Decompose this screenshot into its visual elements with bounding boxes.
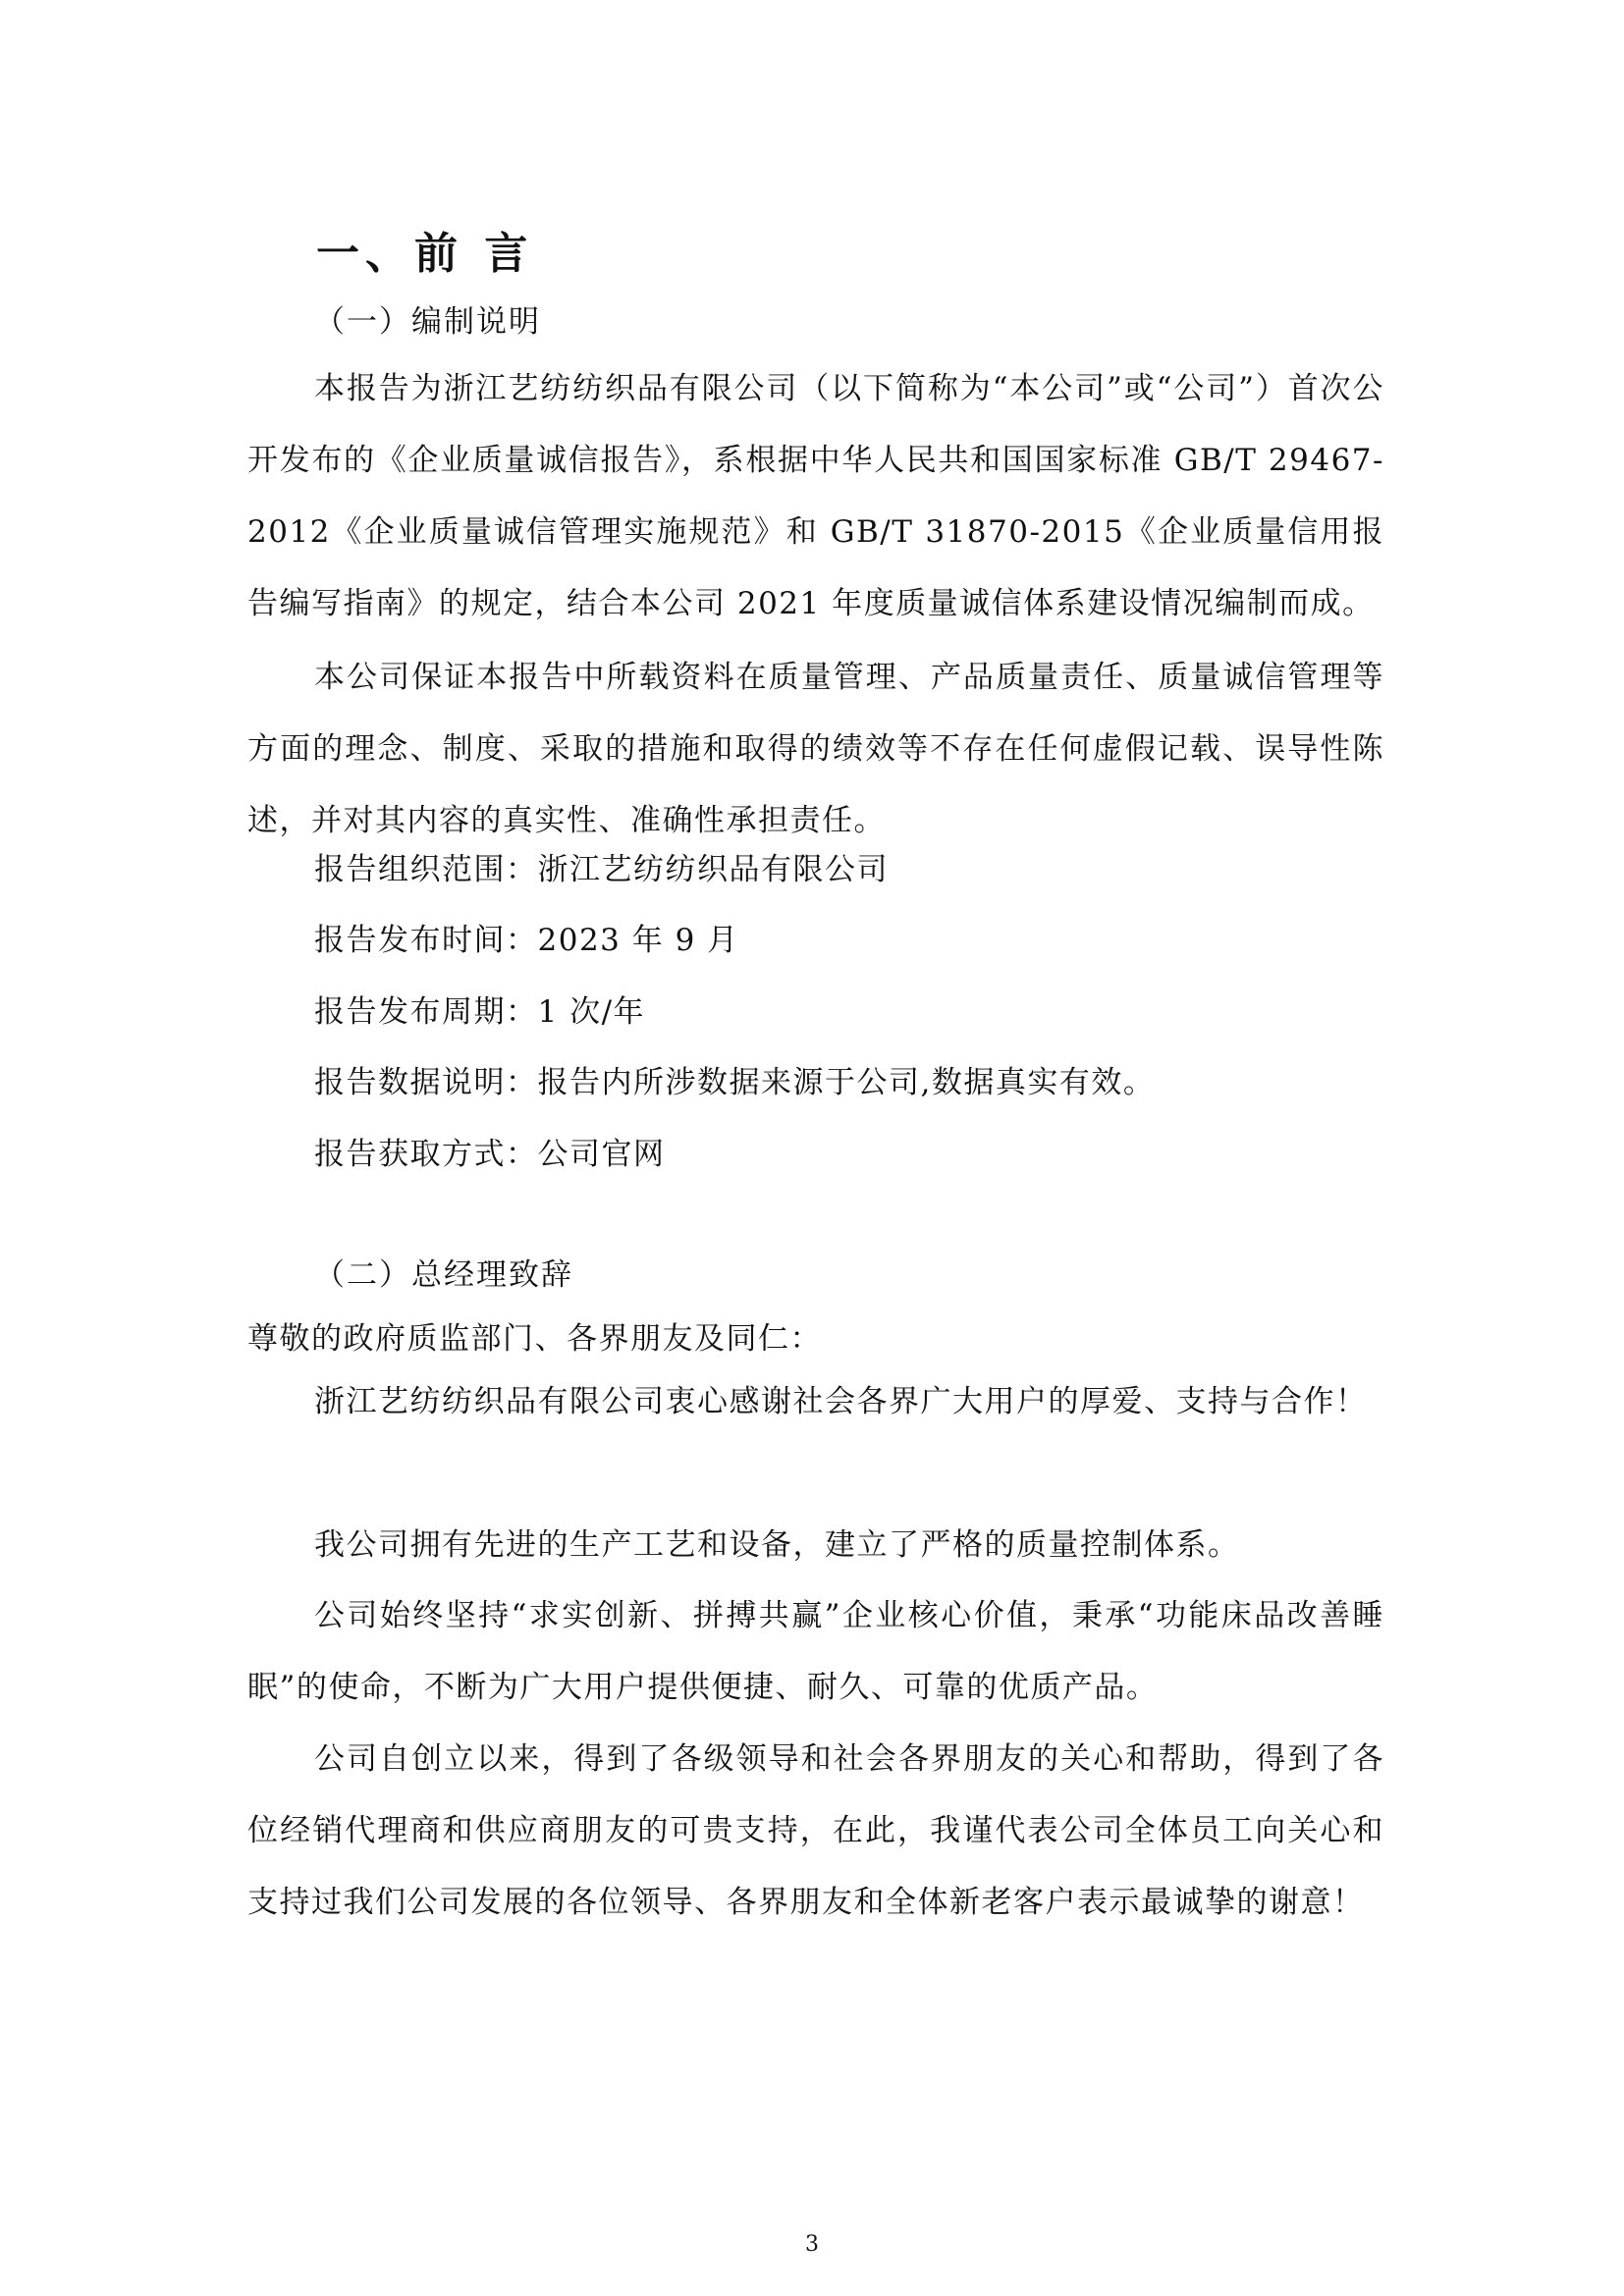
info-access-method: 报告获取方式：公司官网 xyxy=(314,1137,666,1172)
paragraph-preparation-1: 本报告为浙江艺纺纺织品有限公司（以下简称为“本公司”或“公司”）首次公开发布的《企业质量诚信报告》，系根据中华人民共和国国家标准 GB/T 29467-2012《企业质量诚信管理实施规范》和 GB/T 31870-2015《企业质量信用报告编写指南》的规定，结合本公司 2021 年度质量诚信体系建设情况编制而成。 xyxy=(247,371,1384,621)
salutation: 尊敬的政府质监部门、各界朋友及同仁： xyxy=(247,1321,822,1357)
page-number: 3 xyxy=(805,2232,819,2257)
info-data-note: 报告数据说明：报告内所涉数据来源于公司,数据真实有效。 xyxy=(314,1065,1156,1100)
paragraph-speech-1: 浙江艺纺纺织品有限公司衷心感谢社会各界广大用户的厚爱、支持与合作！ xyxy=(314,1384,1368,1419)
info-release-time: 报告发布时间：2023 年 9 月 xyxy=(314,923,739,958)
info-release-cycle: 报告发布周期：1 次/年 xyxy=(314,994,646,1030)
section-title: 一、前 言 xyxy=(316,229,534,279)
subsection-heading-preparation: （一）编制说明 xyxy=(314,304,541,340)
paragraph-speech-3: 公司始终坚持“求实创新、拼搏共赢”企业核心价值，秉承“功能床品改善睡眠”的使命，不断为广大用户提供便捷、耐久、可靠的优质产品。 xyxy=(247,1598,1384,1705)
subsection-heading-gm-speech: （二）总经理致辞 xyxy=(314,1257,573,1293)
paragraph-speech-2: 我公司拥有先进的生产工艺和设备，建立了严格的质量控制体系。 xyxy=(314,1527,1240,1563)
paragraph-preparation-2: 本公司保证本报告中所载资料在质量管理、产品质量责任、质量诚信管理等方面的理念、制度、采取的措施和取得的绩效等不存在任何虚假记载、误导性陈述，并对其内容的真实性、准确性承担责任。 xyxy=(247,660,1384,838)
paragraph-speech-4: 公司自创立以来，得到了各级领导和社会各界朋友的关心和帮助，得到了各位经销代理商和供应商朋友的可贵支持，在此，我谨代表公司全体员工向关心和支持过我们公司发展的各位领导、各界朋友和全体新老客户表示最诚挚的谢意！ xyxy=(247,1741,1384,1920)
info-scope: 报告组织范围：浙江艺纺纺织品有限公司 xyxy=(314,852,889,887)
